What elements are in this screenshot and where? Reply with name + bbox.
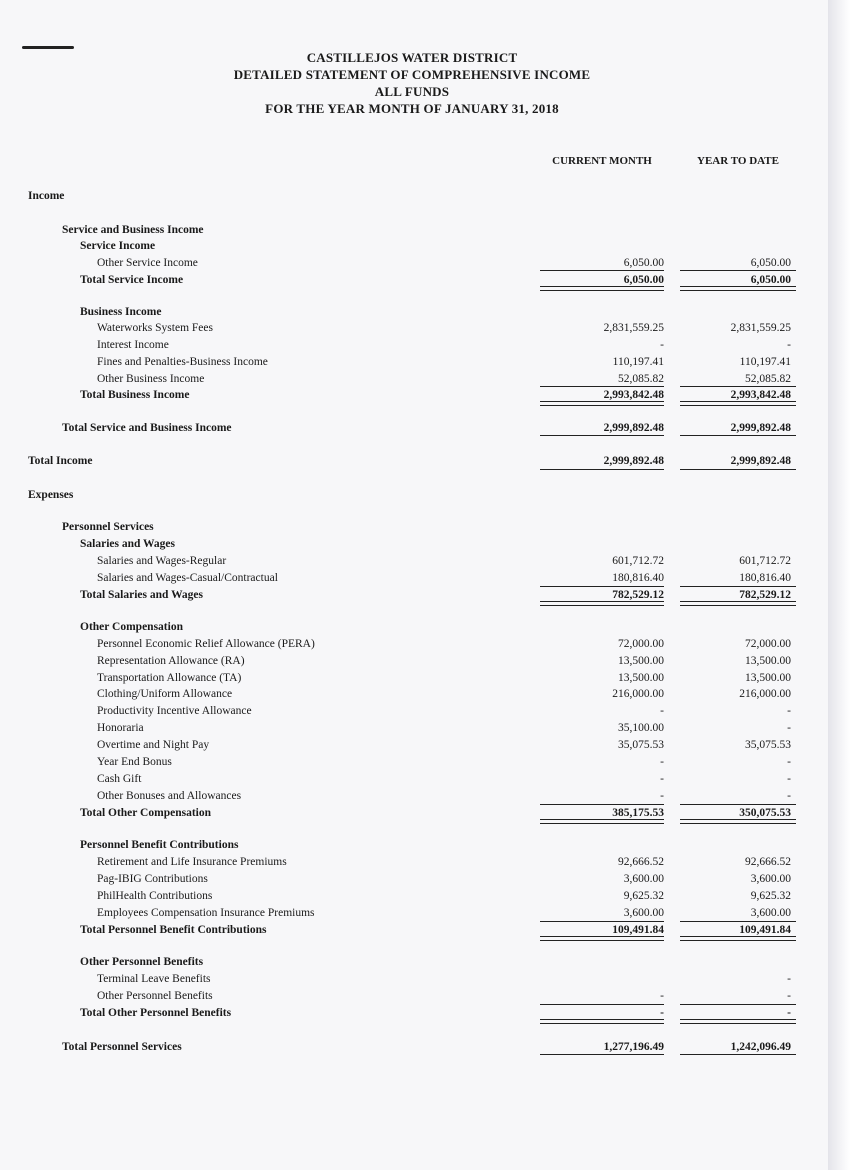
current-month-value: 13,500.00 [618,655,664,667]
row-label: Total Other Personnel Benefits [80,1007,232,1019]
statement-row [0,636,828,652]
statement-row [0,788,828,804]
year-to-date-value: - [787,722,791,734]
statement-row [0,703,828,719]
current-month-value: 13,500.00 [618,672,664,684]
current-month-value: 385,175.53 [612,807,664,819]
statement-row [0,971,828,987]
rule [540,386,664,387]
year-to-date-value: 601,712.72 [739,555,791,567]
statement-row [0,487,828,503]
current-month-value: 35,100.00 [618,722,664,734]
row-label: Overtime and Night Pay [97,739,210,751]
statement-row [0,771,828,787]
row-label: Salaries and Wages [80,538,175,550]
double-rule [680,1019,796,1024]
rule [540,804,664,805]
statement-row [0,988,828,1004]
row-label: Year End Bonus [97,756,172,768]
current-month-value: 9,625.32 [623,890,664,902]
row-label: Other Bonuses and Allowances [97,790,242,802]
double-rule [680,819,796,824]
row-label: Personnel Services [62,521,154,533]
statement-row [0,553,828,569]
statement-row [0,570,828,586]
column-header-year-to-date: YEAR TO DATE [697,155,779,167]
statement-row [0,905,828,921]
row-label: Business Income [80,306,162,318]
row-label: Cash Gift [97,773,142,785]
current-month-value: 2,831,559.25 [603,322,664,334]
statement-row [0,888,828,904]
rule [680,1054,796,1055]
current-month-value: 35,075.53 [618,739,664,751]
rule [540,921,664,922]
statement-row [0,954,828,970]
current-month-value: 2,999,892.48 [603,422,664,434]
current-month-value: - [660,990,664,1002]
current-month-value: 216,000.00 [612,688,664,700]
rule [540,1004,664,1005]
funds-label: ALL FUNDS [374,84,450,99]
statement-row [0,536,828,552]
double-rule [540,401,664,406]
rule [680,804,796,805]
row-label: Service and Business Income [62,224,204,236]
year-to-date-value: 13,500.00 [745,672,791,684]
current-month-value: - [660,790,664,802]
year-to-date-value: 35,075.53 [745,739,791,751]
row-label: Service Income [80,240,156,252]
statement-row [0,255,828,271]
current-month-value: 2,993,842.48 [603,389,664,401]
statement-row [0,619,828,635]
year-to-date-value: 2,993,842.48 [730,389,791,401]
statement-row [0,371,828,387]
double-rule [680,401,796,406]
pen-mark [22,46,74,49]
double-rule [540,286,664,291]
row-label: Other Personnel Benefits [97,990,213,1002]
row-label: Other Business Income [97,373,205,385]
current-month-value: 110,197.41 [612,356,664,368]
year-to-date-value: 13,500.00 [745,655,791,667]
statement-row [0,686,828,702]
year-to-date-value: 350,075.53 [739,807,791,819]
year-to-date-value: 72,000.00 [745,638,791,650]
statement-row [0,420,828,436]
row-label: Other Compensation [80,621,183,633]
double-rule [680,286,796,291]
statement-row [0,871,828,887]
column-header-current-month: CURRENT MONTH [552,155,652,167]
row-label: Retirement and Life Insurance Premiums [97,856,287,868]
current-month-value: 3,600.00 [623,907,664,919]
row-label: Total Business Income [80,389,190,401]
statement-row [0,837,828,853]
row-label: Income [28,190,65,202]
year-to-date-value: - [787,1007,791,1019]
year-to-date-value: 110,197.41 [739,356,791,368]
year-to-date-value: - [787,790,791,802]
current-month-value: 1,277,196.49 [603,1041,664,1053]
rule [680,586,796,587]
row-label: Terminal Leave Benefits [97,973,211,985]
row-label: Employees Compensation Insurance Premiums [97,907,315,919]
statement-row [0,854,828,870]
row-label: Total Other Compensation [80,807,211,819]
current-month-value: 180,816.40 [612,572,664,584]
statement-row [0,222,828,238]
year-to-date-value: 109,491.84 [739,924,791,936]
statement-row [0,754,828,770]
year-to-date-value: - [787,773,791,785]
statement-row [0,304,828,320]
year-to-date-value: 2,831,559.25 [730,322,791,334]
current-month-value: 6,050.00 [623,274,664,286]
year-to-date-value: 1,242,096.49 [730,1041,791,1053]
row-label: Total Income [28,455,93,467]
year-to-date-value: - [787,990,791,1002]
row-label: Clothing/Uniform Allowance [97,688,233,700]
statement-row [0,354,828,370]
statement-row [0,737,828,753]
row-label: Interest Income [97,339,169,351]
statement-title: DETAILED STATEMENT OF COMPREHENSIVE INCOME [233,67,591,82]
current-month-value: 52,085.82 [618,373,664,385]
rule [680,386,796,387]
current-month-value: 3,600.00 [623,873,664,885]
statement-row [0,238,828,254]
row-label: Total Personnel Benefit Contributions [80,924,267,936]
row-label: Total Personnel Services [62,1041,182,1053]
row-label: Other Personnel Benefits [80,956,204,968]
year-to-date-value: - [787,756,791,768]
current-month-value: 72,000.00 [618,638,664,650]
year-to-date-value: 9,625.32 [750,890,791,902]
rule [540,1054,664,1055]
statement-row [0,337,828,353]
statement-row [0,653,828,669]
current-month-value: 601,712.72 [612,555,664,567]
double-rule [680,601,796,606]
current-month-value: - [660,339,664,351]
rule [680,435,796,436]
current-month-value: 92,666.52 [618,856,664,868]
row-label: Productivity Incentive Allowance [97,705,252,717]
statement-row [0,453,828,469]
current-month-value: 782,529.12 [612,589,664,601]
row-label: Pag-IBIG Contributions [97,873,208,885]
rule [540,435,664,436]
row-label: Waterworks System Fees [97,322,213,334]
current-month-value: 6,050.00 [623,257,664,269]
current-month-value: - [660,756,664,768]
period-label: FOR THE YEAR MONTH OF JANUARY 31, 2018 [265,101,559,116]
year-to-date-value: 216,000.00 [739,688,791,700]
year-to-date-value: 6,050.00 [750,257,791,269]
year-to-date-value: 2,999,892.48 [730,455,791,467]
statement-row [0,720,828,736]
row-label: Expenses [28,489,74,501]
rule [540,469,664,470]
row-label: PhilHealth Contributions [97,890,213,902]
rule [680,270,796,271]
org-name: CASTILLEJOS WATER DISTRICT [306,50,518,65]
year-to-date-value: - [787,973,791,985]
double-rule [540,1019,664,1024]
current-month-value: - [660,705,664,717]
year-to-date-value: 180,816.40 [739,572,791,584]
row-label: Total Service Income [80,274,184,286]
row-label: Transportation Allowance (TA) [97,672,242,684]
statement-row [0,670,828,686]
row-label: Personnel Benefit Contributions [80,839,239,851]
year-to-date-value: 2,999,892.48 [730,422,791,434]
year-to-date-value: 3,600.00 [750,907,791,919]
rule [680,921,796,922]
row-label: Salaries and Wages-Regular [97,555,227,567]
rule [540,586,664,587]
row-label: Personnel Economic Relief Allowance (PERA) [97,638,315,650]
row-label: Honoraria [97,722,144,734]
double-rule [540,819,664,824]
current-month-value: - [660,1007,664,1019]
rule [680,1004,796,1005]
year-to-date-value: 92,666.52 [745,856,791,868]
page-edge [828,0,850,1170]
current-month-value: - [660,773,664,785]
row-label: Fines and Penalties-Business Income [97,356,268,368]
year-to-date-value: 52,085.82 [745,373,791,385]
rule [540,270,664,271]
year-to-date-value: - [787,705,791,717]
statement-row [0,320,828,336]
year-to-date-value: 3,600.00 [750,873,791,885]
year-to-date-value: 782,529.12 [739,589,791,601]
year-to-date-value: 6,050.00 [750,274,791,286]
year-to-date-value: - [787,339,791,351]
double-rule [540,936,664,941]
statement-row [0,188,828,204]
current-month-value: 2,999,892.48 [603,455,664,467]
row-label: Other Service Income [97,257,198,269]
current-month-value: 109,491.84 [612,924,664,936]
row-label: Total Salaries and Wages [80,589,204,601]
row-label: Salaries and Wages-Casual/Contractual [97,572,278,584]
row-label: Total Service and Business Income [62,422,232,434]
double-rule [680,936,796,941]
rule [680,469,796,470]
statement-row [0,519,828,535]
row-label: Representation Allowance (RA) [97,655,245,667]
statement-row [0,1039,828,1055]
double-rule [540,601,664,606]
